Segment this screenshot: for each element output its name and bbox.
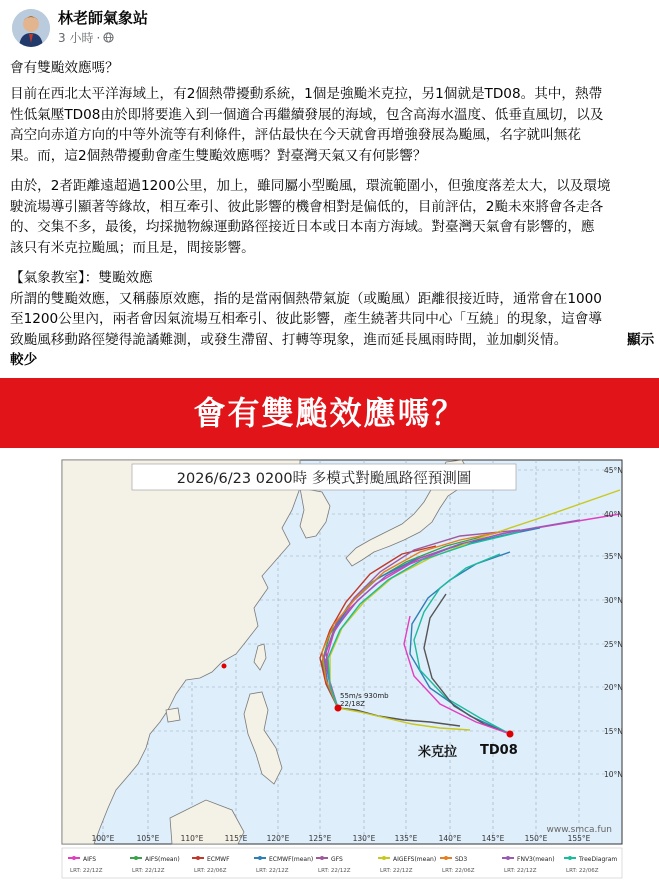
legend-sublabel: LRT: 22/12Z (70, 868, 103, 874)
forecast-map-image[interactable] (0, 448, 659, 881)
forecast-map (0, 448, 659, 881)
image-banner (0, 378, 659, 448)
legend-sublabel: LRT: 22/12Z (132, 868, 165, 874)
legend-swatch-dot (568, 856, 572, 860)
lat-25: 25°N (604, 640, 623, 649)
legend-label: GFS (331, 856, 343, 863)
lon-120: 120°E (266, 834, 290, 843)
legend-swatch-dot (506, 856, 510, 860)
avatar-image (12, 9, 50, 47)
legend-label: AIFS(mean) (145, 856, 180, 863)
legend-swatch-dot (258, 856, 262, 860)
post-text-line-9: 該只有米克拉颱風；而且是，間接影響。 (10, 239, 255, 256)
legend-sublabel: LRT: 22/06Z (566, 868, 599, 874)
legend-sublabel: LRT: 22/12Z (256, 868, 289, 874)
legend-sublabel: LRT: 22/12Z (380, 868, 413, 874)
post-meta (58, 29, 114, 46)
map-land-hainan (166, 708, 180, 722)
author-avatar[interactable] (12, 9, 50, 47)
author-name[interactable]: 林老師氣象站 (58, 9, 149, 27)
lon-110: 110°E (180, 834, 204, 843)
banner-title: 會有雙颱效應嗎？ (193, 394, 466, 432)
meta-separator: · (96, 30, 101, 45)
post-text-line-5: 果。而，這2個熱帶擾動會產生雙颱效應嗎？對臺灣天氣又有何影響？ (10, 147, 427, 164)
post-text-line-4: 高空向赤道方向的中等外流等有利條件，評估最快在今天就會再增強發展為颱風，名字就叫無花 (10, 127, 581, 144)
lon-135: 135°E (394, 834, 418, 843)
lat-40: 40°N (604, 510, 623, 519)
post-text-line-1: 會有雙颱效應嗎？ (10, 60, 119, 76)
legend-swatch-dot (320, 856, 324, 860)
legend-sublabel: LRT: 22/12Z (318, 868, 351, 874)
lat-30: 30°N (604, 596, 623, 605)
post-time[interactable]: 3 小時 (58, 31, 94, 45)
lon-150: 150°E (524, 834, 548, 843)
globe-icon (103, 32, 114, 43)
legend-swatch-dot (72, 856, 76, 860)
lat-20: 20°N (604, 683, 623, 692)
post-header (0, 0, 659, 52)
intensity-label-2: 22/18Z (340, 700, 365, 708)
post-text-line-11: 所謂的雙颱效應，又稱藤原效應，指的是當兩個熱帶氣旋（或颱風）距離很接近時，通常會在1000 (10, 290, 602, 307)
lat-10: 10°N (604, 770, 623, 779)
post-text-line-12: 至1200公里內，兩者會因氣流場互相牽引、彼此影響，產生繞著共同中心「互繞」的現象，這會導 (10, 311, 602, 328)
lon-145: 145°E (481, 834, 505, 843)
map-title: 2026/6/23 0200時 多模式對颱風路徑預測圖 (176, 471, 472, 487)
see-less-link-part-2[interactable]: 較少 (10, 352, 38, 369)
lon-155: 155°E (567, 834, 591, 843)
td08-marker (507, 731, 514, 738)
legend-label: ECMWF(mean) (269, 856, 314, 863)
storm-label-mekkhala: 米克拉 (418, 745, 458, 760)
lat-45: 45°N (604, 466, 623, 475)
legend-sublabel: LRT: 22/12Z (504, 868, 537, 874)
post-text-line-8: 的、交集不多，最後，均採拋物線運動路徑接近日本或日本南方海域。對臺灣天氣會有影響的，應 (10, 219, 595, 236)
storm-label-td08: TD08 (480, 743, 518, 758)
post-text-line-10: 【氣象教室】：雙颱效應 (10, 270, 153, 286)
post-text-line-13: 致颱風移動路徑變得詭譎難測，或發生滯留、打轉等現象，進而延長風雨時間，並加劇災情。 (10, 331, 568, 348)
lat-35: 35°N (604, 552, 623, 561)
legend-label: AIFS (83, 856, 97, 863)
legend-swatch-dot (382, 856, 386, 860)
legend-label: FNV3(mean) (517, 856, 555, 863)
intensity-label-1: 55m/s 930mb (340, 692, 389, 700)
post-text-line-3: 性低氣壓TD08由於即將要進入到一個適合再繼續發展的海域，包含高海水溫度、低垂直風切，以及 (10, 106, 604, 123)
lon-100: 100°E (91, 834, 115, 843)
lat-15: 15°N (604, 727, 623, 736)
legend-label: SD3 (455, 856, 468, 863)
legend-swatch-dot (134, 856, 138, 860)
see-less-link-part-1[interactable]: 顯示 (627, 331, 655, 348)
post-text-line-7: 駛流場導引顯著等緣故，相互牽引、彼此影響的機會相對是偏低的，目前評估，2颱未來將會各走各 (10, 198, 604, 215)
lon-115: 115°E (224, 834, 248, 843)
legend-sublabel: LRT: 22/06Z (194, 868, 227, 874)
legend-label: AIGEFS(mean) (393, 856, 437, 863)
legend-sublabel: LRT: 22/06Z (442, 868, 475, 874)
lon-140: 140°E (438, 834, 462, 843)
legend-label: ECMWF (207, 856, 230, 863)
lon-105: 105°E (136, 834, 160, 843)
lon-125: 125°E (308, 834, 332, 843)
post-text-line-2: 目前在西北太平洋海域上，有2個熱帶擾動系統，1個是強颱米克拉，另1個就是TD08。其中，熱帶 (10, 86, 603, 102)
legend-label: TreeDiagram (579, 856, 618, 863)
post-text-line-6: 由於，2者距離遠超過1200公里，加上，雖同屬小型颱風，環流範圍小，但強度落差太大，以及環境 (10, 178, 611, 194)
lon-130: 130°E (352, 834, 376, 843)
watermark: www.smca.fun (546, 825, 612, 835)
legend-swatch-dot (444, 856, 448, 860)
legend-swatch-dot (196, 856, 200, 860)
city-marker (222, 664, 227, 669)
